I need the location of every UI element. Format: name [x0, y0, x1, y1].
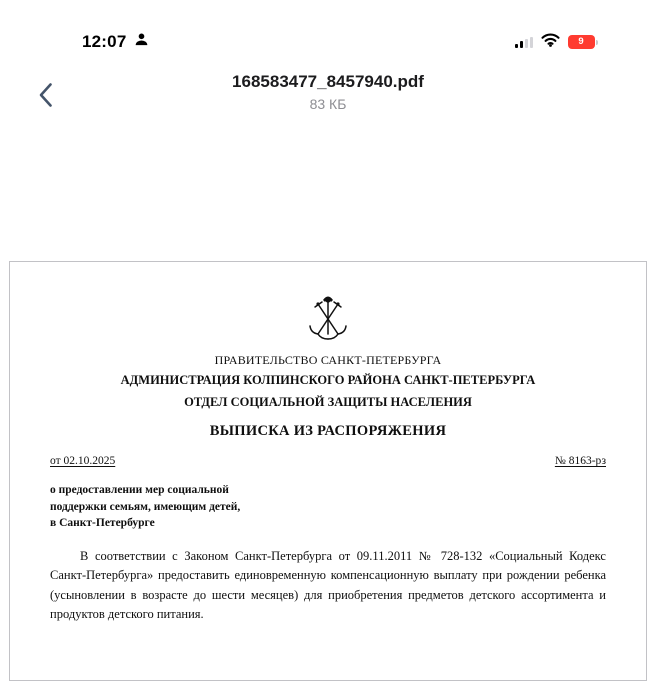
battery-level: 9 — [578, 36, 584, 48]
file-size: 83 КБ — [309, 96, 347, 112]
cellular-signal-icon — [515, 37, 533, 48]
status-bar-right — [515, 33, 599, 52]
person-icon — [134, 32, 149, 52]
document-meta-row — [50, 455, 606, 467]
document-number: № 8163-рз — [554, 455, 606, 467]
document-body-paragraph: В соответствии с Законом Санкт-Петербурга от 09.11.2011 № 728-132 «Социальный Кодекс Санкт-Петербурга» предоставить единовременную компенсационную выплату при рождении ребенка (усыновлении в возрасте до шести месяцев) для приобретения предметов детского ассортимента и продуктов детского питания. — [50, 549, 606, 622]
back-button[interactable] — [32, 76, 59, 117]
org-department-line: ОТДЕЛ СОЦИАЛЬНОЙ ЗАЩИТЫ НАСЕЛЕНИЯ — [184, 395, 472, 409]
status-time: 12:07 — [82, 32, 127, 51]
wifi-icon — [541, 33, 560, 52]
subject-line: поддержки семьям, имеющим детей, — [50, 500, 241, 513]
spb-coat-of-arms-icon — [50, 294, 606, 342]
pdf-page[interactable] — [9, 261, 647, 681]
document-date: от 02.10.2025 — [50, 455, 116, 467]
status-bar — [0, 0, 656, 58]
file-name: 168583477_8457940.pdf — [232, 72, 424, 91]
file-title-block — [0, 72, 656, 112]
org-administration-line: АДМИНИСТРАЦИЯ КОЛПИНСКОГО РАЙОНА САНКТ-ПЕТЕРБУРГА — [120, 373, 536, 387]
subject-line: в Санкт-Петербурге — [50, 517, 155, 530]
battery-icon — [568, 35, 599, 49]
document-title: ВЫПИСКА ИЗ РАСПОРЯЖЕНИЯ — [209, 423, 447, 439]
file-header — [0, 72, 656, 138]
status-bar-left — [82, 32, 149, 52]
chevron-left-icon — [38, 96, 53, 111]
document-subject — [50, 482, 606, 532]
subject-line: о предоставлении мер социальной — [50, 484, 229, 496]
org-government-line: ПРАВИТЕЛЬСТВО САНКТ-ПЕТЕРБУРГА — [214, 353, 442, 367]
